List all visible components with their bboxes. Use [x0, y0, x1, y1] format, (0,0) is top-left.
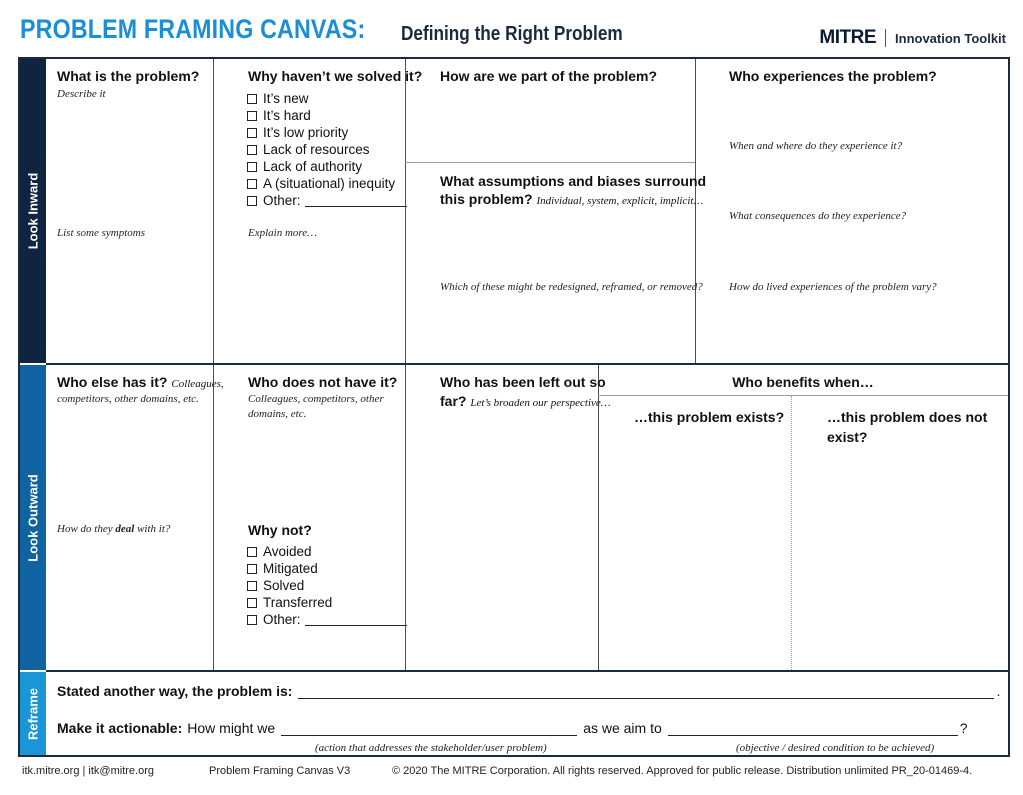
band-look-inward — [20, 59, 46, 363]
divider-benefits-header — [598, 395, 1008, 396]
who-not-hint-1: Colleagues, competitors, other — [248, 393, 384, 405]
who-else-inline-hint: Colleagues, — [171, 378, 224, 390]
checkbox-option[interactable]: It’s hard — [247, 107, 407, 124]
benefits-exists: …this problem exists? — [634, 409, 785, 425]
divider-v3-mid — [598, 365, 599, 670]
checkbox-icon[interactable] — [247, 196, 257, 206]
assumptions-title: What assumptions and biases surround — [440, 173, 707, 189]
brand — [819, 27, 1006, 49]
consequences-hint: What consequences do they experience? — [729, 210, 907, 222]
stated-label: Stated another way, the problem is: — [57, 683, 293, 699]
what-is-title: What is the problem? — [57, 68, 200, 84]
when-where-hint: When and where do they experience it? — [729, 140, 903, 152]
checkbox-icon[interactable] — [247, 564, 257, 574]
divider-outward-reframe — [46, 670, 1008, 672]
divider-part-assumptions — [405, 162, 695, 163]
stated-fill-line[interactable] — [298, 685, 994, 699]
checkbox-icon[interactable] — [247, 94, 257, 104]
benefits-not-exist-1: …this problem does not — [827, 409, 988, 425]
checkbox-option[interactable]: It’s low priority — [247, 124, 407, 141]
actionable-label: Make it actionable: — [57, 720, 183, 736]
checkbox-option[interactable]: Lack of authority — [247, 158, 407, 175]
assumptions-title-line2: this problem? Individual, system, explicit, implicit… — [440, 191, 704, 207]
who-not-title: Who does not have it? — [248, 374, 398, 390]
brand-divider — [885, 29, 886, 47]
other-blank-line[interactable] — [305, 614, 407, 626]
left-out-inline-hint: Let’s broaden our perspective… — [470, 397, 611, 409]
checkbox-option[interactable]: Lack of resources — [247, 141, 407, 158]
who-not-hint-2: domains, etc. — [248, 408, 307, 420]
left-out-title-line2: far? Let’s broaden our perspective… — [440, 393, 611, 409]
page-title: PROBLEM FRAMING CANVAS: — [20, 14, 366, 44]
checkbox-icon[interactable] — [247, 615, 257, 625]
mitre-logo: MITRE — [819, 27, 877, 48]
left-out-title: Who has been left out so — [440, 374, 606, 390]
toolkit-label: Innovation Toolkit — [895, 30, 1006, 46]
symptoms-hint: List some symptoms — [57, 227, 146, 239]
stated-another-way-row: Stated another way, the problem is: . — [57, 683, 1001, 699]
lived-experiences-hint: How do lived experiences of the problem vary? — [729, 281, 937, 293]
band-look-outward — [20, 365, 46, 670]
canvas-grid — [18, 57, 1010, 757]
why-not-solved-title: Why haven’t we solved it? — [248, 68, 423, 84]
why-not-solved-checklist — [247, 90, 407, 209]
checkbox-icon[interactable] — [247, 581, 257, 591]
page-subtitle: Defining the Right Problem — [401, 23, 623, 45]
who-else-hint: competitors, other domains, etc. — [57, 393, 199, 405]
band-label-reframe: Reframe — [25, 687, 41, 740]
band-label-inward: Look Inward — [25, 172, 41, 250]
footer-copyright: © 2020 The MITRE Corporation. All rights reserved. Approved for public release. Distribution unlimited PR_20-01469-4. — [392, 765, 973, 777]
benefits-title: Who benefits when… — [732, 374, 874, 390]
checkbox-option[interactable]: Avoided — [247, 543, 407, 560]
checkbox-option[interactable]: Transferred — [247, 594, 407, 611]
why-not-title: Why not? — [248, 522, 312, 538]
checkbox-icon[interactable] — [247, 162, 257, 172]
actionable-row: Make it actionable: How might we as we aim to ? — [57, 720, 968, 736]
benefits-not-exist-2: exist? — [827, 429, 868, 445]
divider-v3-top — [695, 59, 696, 363]
band-reframe — [20, 672, 46, 755]
action-fill-line[interactable] — [281, 722, 577, 736]
checkbox-icon[interactable] — [247, 547, 257, 557]
checkbox-icon[interactable] — [247, 145, 257, 155]
checkbox-icon[interactable] — [247, 128, 257, 138]
why-not-checklist — [247, 543, 407, 628]
who-else-title: Who else has it? Colleagues, — [57, 374, 224, 390]
divider-v1-top — [213, 59, 214, 363]
part-of-title: How are we part of the problem? — [440, 68, 658, 84]
divider-inward-outward — [46, 363, 1008, 365]
objective-fill-line[interactable] — [668, 722, 958, 736]
deal-with-hint: How do they deal with it? — [57, 523, 171, 535]
other-blank-line[interactable] — [305, 195, 407, 207]
checkbox-option[interactable]: Mitigated — [247, 560, 407, 577]
header — [0, 0, 1023, 56]
what-is-hint: Describe it — [57, 88, 106, 100]
divider-v1-mid — [213, 365, 214, 670]
redesign-hint: Which of these might be redesigned, reframed, or removed? — [440, 281, 703, 293]
divider-benefits-split — [791, 396, 792, 670]
checkbox-icon[interactable] — [247, 598, 257, 608]
objective-hint: (objective / desired condition to be achieved) — [736, 742, 935, 754]
action-hint: (action that addresses the stakeholder/user problem) — [315, 742, 547, 754]
checkbox-icon[interactable] — [247, 179, 257, 189]
checkbox-option[interactable]: A (situational) inequity — [247, 175, 407, 192]
checkbox-option[interactable]: It’s new — [247, 90, 407, 107]
assumptions-inline-hint: Individual, system, explicit, implicit… — [536, 195, 704, 207]
footer-contact: itk.mitre.org | itk@mitre.org — [22, 765, 154, 777]
band-label-outward: Look Outward — [25, 473, 41, 562]
explain-more-hint: Explain more… — [248, 227, 317, 239]
checkbox-option-other[interactable]: Other: — [247, 192, 407, 209]
checkbox-option-other[interactable]: Other: — [247, 611, 407, 628]
checkbox-icon[interactable] — [247, 111, 257, 121]
who-experiences-title: Who experiences the problem? — [729, 68, 937, 84]
footer-version: Problem Framing Canvas V3 — [209, 765, 351, 777]
checkbox-option[interactable]: Solved — [247, 577, 407, 594]
